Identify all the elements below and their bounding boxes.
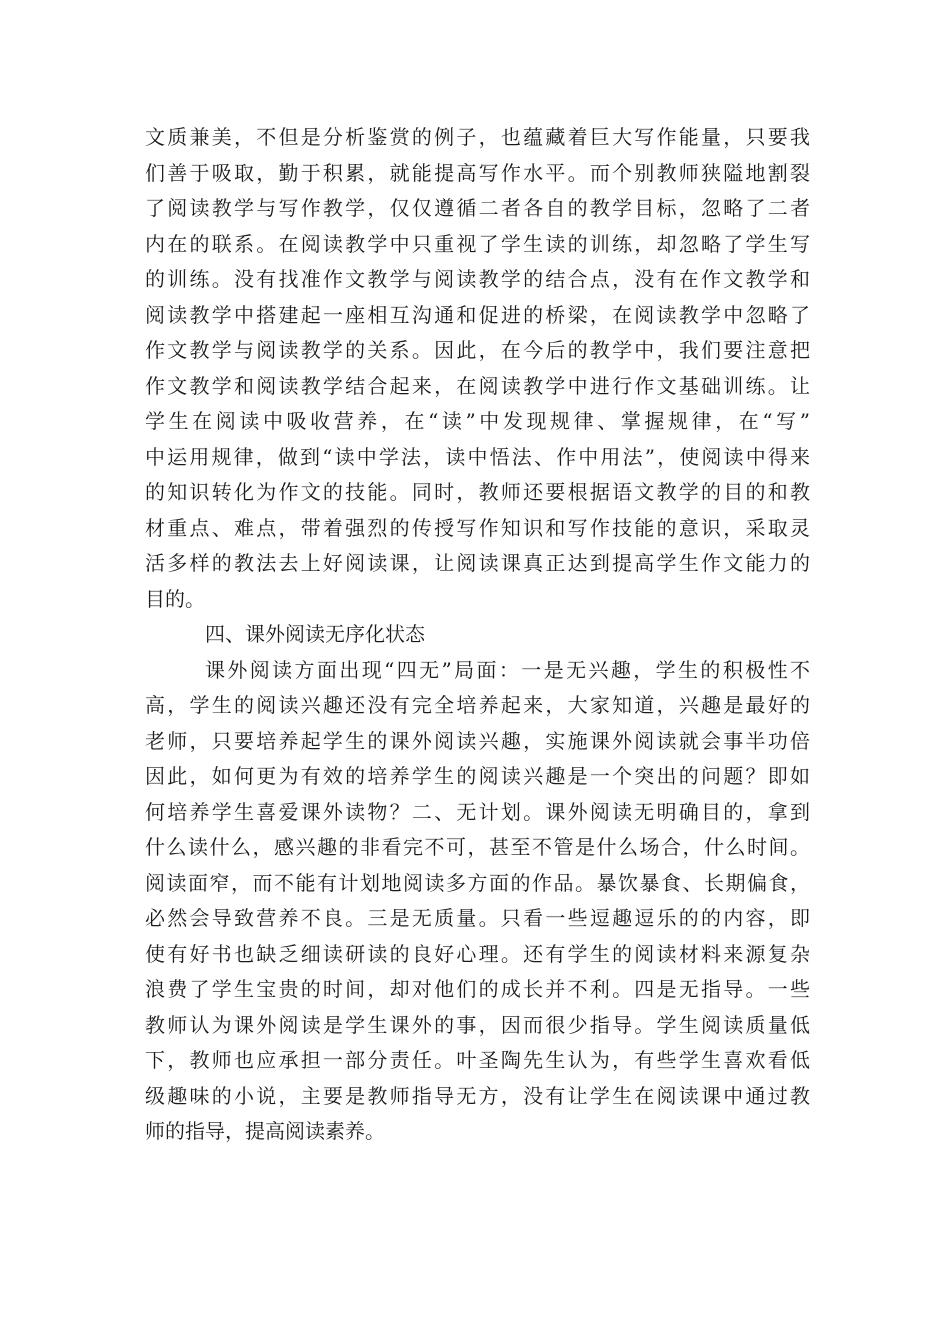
document-body [145,120,810,1150]
text-line: 材重点、难点，带着强烈的传授写作知识和写作技能的意识，采取灵 [145,515,810,540]
text-line: 级趣味的小说，主要是教师指导无方，没有让学生在阅读课中通过教 [145,1083,810,1108]
text-line: 必然会导致营养不良。三是无质量。只看一些逗趣逗乐的的内容，即 [145,906,810,930]
text-line: 下，教师也应承担一部分责任。叶圣陶先生认为，有些学生喜欢看低 [145,1048,810,1072]
text-line: 的训练。没有找准作文教学与阅读教学的结合点，没有在作文教学和 [145,267,810,291]
text-line: 老师，只要培养起学生的课外阅读兴趣，实施课外阅读就会事半功倍 [145,728,810,753]
text-line: 作文教学与阅读教学的关系。因此，在今后的教学中，我们要注意把 [145,338,810,362]
text-line: 中运用规律，做到“读中学法，读中悟法、作中用法”，使阅读中得来 [145,444,810,469]
text-line: 作文教学和阅读教学结合起来，在阅读教学中进行作文基础训练。让 [145,373,810,398]
text-line: 学生在阅读中吸收营养，在“读”中发现规律、掌握规律，在“写” [145,409,810,433]
text-line: 何培养学生喜爱课外读物？二、无计划。课外阅读无明确目的，拿到 [145,799,810,824]
text-line: 文质兼美，不但是分析鉴赏的例子，也蕴藏着巨大写作能量，只要我 [145,125,810,149]
text-line: 高，学生的阅读兴趣还没有完全培养起来，大家知道，兴趣是最好的 [145,693,810,717]
text-line: 目的。 [145,586,205,611]
text-line: 因此，如何更为有效的培养学生的阅读兴趣是一个突出的问题？即如 [145,764,810,788]
text-line: 教师认为课外阅读是学生课外的事，因而很少指导。学生阅读质量低 [145,1012,810,1037]
paragraph-2 [145,653,810,1150]
text-line: 什么读什么，感兴趣的非看完不可，甚至不管是什么场合，什么时间。 [145,835,810,859]
text-line: 课外阅读方面出现“四无”局面：一是无兴趣，学生的积极性不 [205,657,810,682]
text-line: 浪费了学生宝贵的时间，却对他们的成长并不利。四是无指导。一些 [145,977,810,1001]
text-line: 内在的联系。在阅读教学中只重视了学生读的训练，却忽略了学生写 [145,231,810,256]
text-line: 阅读教学中搭建起一座相互沟通和促进的桥梁，在阅读教学中忽略了 [145,302,810,327]
text-line: 的知识转化为作文的技能。同时，教师还要根据语文教学的目的和教 [145,480,810,504]
text-line: 师的指导，提高阅读素养。 [145,1119,385,1143]
text-line: 活多样的教法去上好阅读课，让阅读课真正达到提高学生作文能力的 [145,551,810,575]
text-line: 阅读面窄，而不能有计划地阅读多方面的作品。暴饮暴食、长期偏食， [145,870,810,895]
section-heading: 四、课外阅读无序化状态 [205,622,425,646]
text-line: 了阅读教学与写作教学，仅仅遵循二者各自的教学目标，忽略了二者 [145,196,810,220]
text-line: 们善于吸取，勤于积累，就能提高写作水平。而个别教师狭隘地割裂 [145,160,810,185]
paragraph-1 [145,120,810,617]
text-line: 使有好书也缺乏细读研读的良好心理。还有学生的阅读材料来源复杂 [145,941,810,966]
